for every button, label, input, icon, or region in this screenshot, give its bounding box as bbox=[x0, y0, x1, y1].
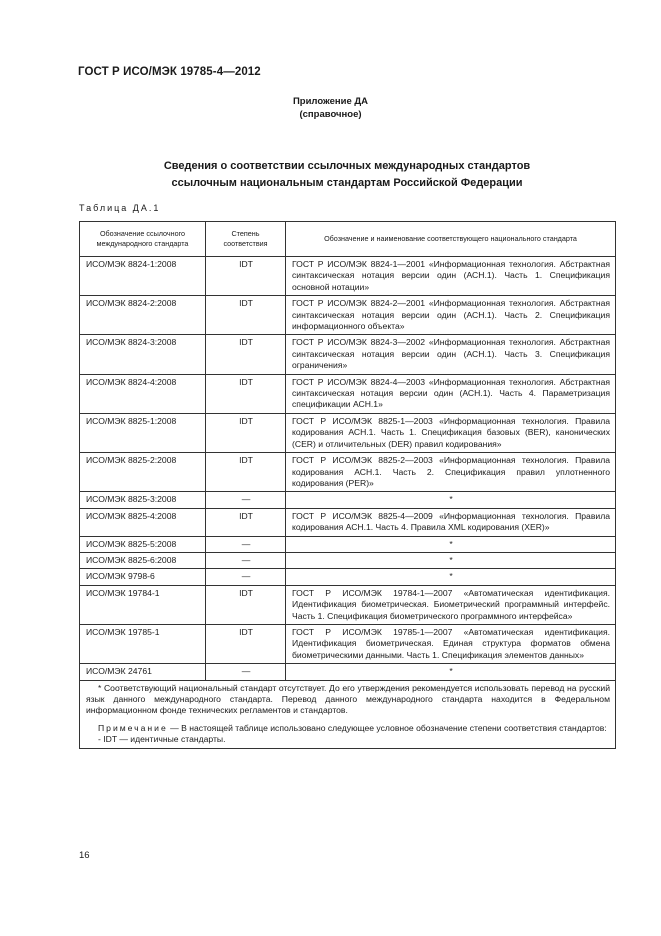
note-text: — В настоящей таблице использовано следующее условное обозначение степени соответствия стандартов: bbox=[170, 722, 607, 733]
designation-cell: ИСО/МЭК 19784-1 bbox=[80, 585, 206, 624]
footnote: * Соответствующий национальный стандарт отсутствует. До его утверждения рекомендуется использовать перевод на русский язык данного международного стандарта. Перевод данного международного стандарта находится в Федеральном информационном фонде технических регламентов и стандартов. bbox=[86, 682, 610, 716]
national-standard-cell: ГОСТ Р ИСО/МЭК 19784-1—2007 «Автоматическая идентификация. Идентификация биометрическая. Биометрический программный интерфейс. Часть 1. Спецификация биометрического программного интерфейса» bbox=[286, 585, 616, 624]
national-standard-cell: ГОСТ Р ИСО/МЭК 19785-1—2007 «Автоматическая идентификация. Идентификация биометрическая. Единая структура форматов обмена биометрическими данными. Часть 1. Спецификация элементов данных» bbox=[286, 624, 616, 663]
degree-cell: IDT bbox=[206, 453, 286, 492]
table-row bbox=[80, 374, 616, 413]
appendix-heading bbox=[0, 95, 661, 121]
national-standard-cell: ГОСТ Р ИСО/МЭК 8824-3—2002 «Информационная технология. Абстрактная синтаксическая нотация версии один (АСН.1). Часть 3. Спецификация ограничения» bbox=[286, 335, 616, 374]
national-standard-cell: ГОСТ Р ИСО/МЭК 8824-4—2003 «Информационная технология. Абстрактная синтаксическая нотация версии один (АСН.1). Часть 4. Параметризация спецификации АСН.1» bbox=[286, 374, 616, 413]
designation-cell: ИСО/МЭК 19785-1 bbox=[80, 624, 206, 663]
section-title bbox=[0, 158, 661, 192]
national-standard-cell: * bbox=[286, 552, 616, 568]
degree-cell: IDT bbox=[206, 257, 286, 296]
column-header-degree: Степень соответствия bbox=[206, 222, 286, 257]
degree-cell: IDT bbox=[206, 624, 286, 663]
degree-cell: IDT bbox=[206, 374, 286, 413]
national-standard-cell: ГОСТ Р ИСО/МЭК 8825-4—2009 «Информационная технология. Правила кодирования АСН.1. Часть 4. Правила XML кодирования (XER)» bbox=[286, 508, 616, 536]
degree-cell: IDT bbox=[206, 413, 286, 452]
national-standard-cell: * bbox=[286, 569, 616, 585]
degree-cell: — bbox=[206, 536, 286, 552]
national-standard-cell: ГОСТ Р ИСО/МЭК 8825-1—2003 «Информационная технология. Правила кодирования АСН.1. Часть 1. Спецификация базовых (BER), канонических (CER) и отличительных (DER) правил кодирования» bbox=[286, 413, 616, 452]
national-standard-cell: ГОСТ Р ИСО/МЭК 8824-2—2001 «Информационная технология. Абстрактная синтаксическая нотация версии один (АСН.1). Часть 2. Спецификация информационного объекта» bbox=[286, 296, 616, 335]
degree-cell: IDT bbox=[206, 508, 286, 536]
note-label: Примечание bbox=[98, 722, 168, 733]
table-row bbox=[80, 569, 616, 585]
table-row bbox=[80, 664, 616, 680]
notes-cell bbox=[80, 680, 616, 748]
national-standard-cell: ГОСТ Р ИСО/МЭК 8825-2—2003 «Информационная технология. Правила кодирования АСН.1. Часть 2. Спецификация правил уплотненного кодирования (PER)» bbox=[286, 453, 616, 492]
correspondence-table bbox=[79, 221, 616, 749]
table-row bbox=[80, 624, 616, 663]
designation-cell: ИСО/МЭК 8824-4:2008 bbox=[80, 374, 206, 413]
table-row bbox=[80, 257, 616, 296]
designation-cell: ИСО/МЭК 8824-1:2008 bbox=[80, 257, 206, 296]
designation-cell: ИСО/МЭК 8825-1:2008 bbox=[80, 413, 206, 452]
degree-cell: IDT bbox=[206, 335, 286, 374]
section-title-line-1: Сведения о соответствии ссылочных международных стандартов bbox=[163, 160, 531, 172]
page-number: 16 bbox=[79, 850, 90, 861]
degree-cell: — bbox=[206, 492, 286, 508]
designation-cell: ИСО/МЭК 8825-2:2008 bbox=[80, 453, 206, 492]
note bbox=[86, 723, 610, 734]
appendix-subtitle: (справочное) bbox=[299, 109, 362, 120]
degree-cell: — bbox=[206, 569, 286, 585]
degree-cell: IDT bbox=[206, 296, 286, 335]
designation-cell: ИСО/МЭК 8824-2:2008 bbox=[80, 296, 206, 335]
national-standard-cell: ГОСТ Р ИСО/МЭК 8824-1—2001 «Информационная технология. Абстрактная синтаксическая нотация версии один (АСН.1). Часть 1. Спецификация основной нотации» bbox=[286, 257, 616, 296]
table-body bbox=[80, 257, 616, 681]
national-standard-cell: * bbox=[286, 492, 616, 508]
designation-cell: ИСО/МЭК 8825-5:2008 bbox=[80, 536, 206, 552]
degree-cell: — bbox=[206, 664, 286, 680]
table-row bbox=[80, 508, 616, 536]
table-header-row bbox=[80, 222, 616, 257]
degree-cell: — bbox=[206, 552, 286, 568]
degree-cell: IDT bbox=[206, 585, 286, 624]
national-standard-cell: * bbox=[286, 664, 616, 680]
designation-cell: ИСО/МЭК 24761 bbox=[80, 664, 206, 680]
table-row bbox=[80, 536, 616, 552]
designation-cell: ИСО/МЭК 8825-4:2008 bbox=[80, 508, 206, 536]
table-row bbox=[80, 335, 616, 374]
national-standard-cell: * bbox=[286, 536, 616, 552]
notes-row bbox=[80, 680, 616, 748]
table-row bbox=[80, 492, 616, 508]
designation-cell: ИСО/МЭК 8825-3:2008 bbox=[80, 492, 206, 508]
table-row bbox=[80, 552, 616, 568]
section-title-line-2: ссылочным национальным стандартам Российской Федерации bbox=[171, 177, 523, 189]
note-item: - IDT — идентичные стандарты. bbox=[98, 734, 226, 745]
table-row bbox=[80, 413, 616, 452]
document-header: ГОСТ Р ИСО/МЭК 19785-4—2012 bbox=[78, 66, 261, 78]
table-row bbox=[80, 585, 616, 624]
designation-cell: ИСО/МЭК 8824-3:2008 bbox=[80, 335, 206, 374]
column-header-designation: Обозначение ссылочного международного стандарта bbox=[80, 222, 206, 257]
table-row bbox=[80, 296, 616, 335]
table-row bbox=[80, 453, 616, 492]
column-header-national-standard: Обозначение и наименование соответствующего национального стандарта bbox=[286, 222, 616, 257]
designation-cell: ИСО/МЭК 8825-6:2008 bbox=[80, 552, 206, 568]
appendix-title: Приложение ДА bbox=[292, 96, 369, 107]
designation-cell: ИСО/МЭК 9798-6 bbox=[80, 569, 206, 585]
table-label: Таблица ДА.1 bbox=[79, 203, 161, 213]
